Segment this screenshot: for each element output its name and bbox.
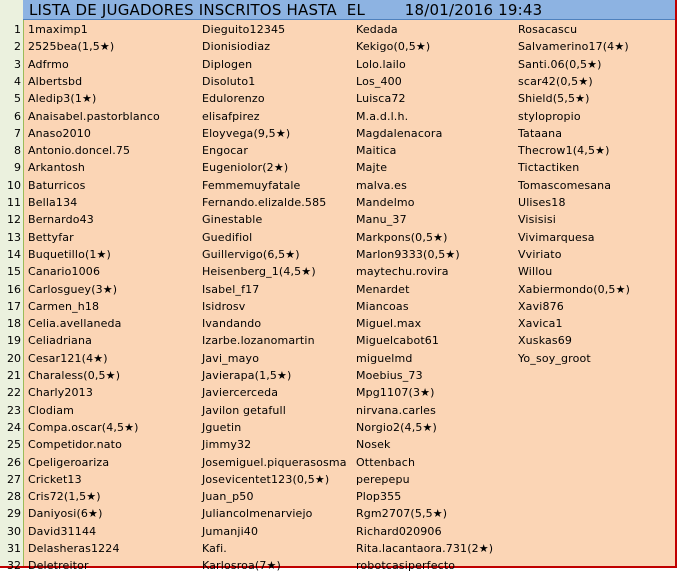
player-cell[interactable]: Rosacascu [518, 23, 578, 36]
player-cell[interactable]: Tictactiken [518, 161, 580, 175]
player-cell[interactable]: Miguelcabot61 [356, 334, 440, 348]
player-cell[interactable]: Engocar [202, 144, 248, 158]
row-number: 28 [7, 490, 21, 504]
player-cell[interactable]: Adfrmo [28, 57, 69, 71]
player-cell[interactable]: Tataana [518, 126, 563, 140]
player-cell[interactable]: Rita.lacantaora.731(2★) [356, 542, 494, 555]
player-cell[interactable]: maytechu.rovira [356, 265, 449, 279]
player-cell[interactable]: Charaless(0,5★) [28, 369, 121, 382]
row-number: 22 [7, 386, 21, 400]
row-number: 14 [7, 247, 21, 261]
player-cell[interactable]: Anaso2010 [28, 126, 92, 140]
player-cell[interactable]: Thecrow1(4,5★) [518, 144, 610, 158]
player-cell[interactable]: Rgm2707(5,5★) [356, 507, 448, 521]
player-cell[interactable]: miguelmd [356, 351, 413, 365]
player-cell[interactable]: Ulises18 [518, 196, 566, 209]
player-cell[interactable]: Edulorenzo [202, 92, 265, 106]
player-cell[interactable]: Competidor.nato [28, 438, 122, 452]
row-number: 9 [14, 161, 21, 175]
player-cell[interactable]: Lolo.lailo [356, 57, 406, 71]
row-number: 4 [14, 74, 21, 88]
player-cell[interactable]: Ginestable [202, 213, 263, 227]
row-number: 3 [14, 57, 21, 71]
player-cell[interactable]: Celiadriana [28, 334, 92, 348]
player-cell[interactable]: Maitica [356, 144, 397, 158]
row-number: 11 [7, 196, 21, 209]
player-cell[interactable]: Xavi876 [518, 299, 564, 313]
player-cell[interactable]: Antonio.doncel.75 [28, 144, 131, 158]
player-cell[interactable]: elisafpirez [202, 109, 260, 123]
player-cell[interactable]: robotcasiperfecto [356, 559, 456, 573]
player-cell[interactable]: nirvana.carles [356, 403, 436, 417]
title-text [29, 1, 542, 19]
player-cell[interactable]: Cris72(1,5★) [28, 490, 101, 504]
player-cell[interactable]: Luisca72 [356, 92, 406, 106]
player-cell[interactable]: 2525bea(1,5★) [28, 40, 115, 54]
player-cell[interactable]: Salvamerino17(4★) [518, 40, 629, 54]
player-cell[interactable]: Juliancolmenarviejo [202, 507, 313, 521]
player-cell[interactable]: Cricket13 [28, 472, 82, 486]
player-cell[interactable]: Majte [356, 161, 388, 175]
player-cell[interactable]: Visisisi [518, 213, 556, 227]
player-cell[interactable]: Jimmy32 [202, 438, 252, 452]
title-date: 18/01/2016 19:43 [404, 1, 543, 19]
player-cell[interactable]: Xavica1 [518, 317, 563, 331]
player-cell[interactable]: Dieguito12345 [202, 23, 286, 36]
row-number: 27 [7, 472, 21, 486]
player-cell[interactable]: Miancoas [356, 299, 409, 313]
player-cell[interactable]: Marlon9333(0,5★) [356, 247, 460, 261]
row-number: 8 [14, 144, 21, 158]
player-cell[interactable]: Juan_p50 [202, 490, 254, 504]
player-cell[interactable]: Ivandando [202, 317, 262, 331]
player-cell[interactable]: Cpeligeroariza [28, 455, 110, 469]
title-label: LISTA DE JUGADORES INSCRITOS HASTA EL [29, 1, 365, 19]
player-cell[interactable]: Deletreitor [28, 559, 89, 573]
player-cell[interactable]: Bernardo43 [28, 213, 94, 227]
player-cell[interactable]: Carlosguey(3★) [28, 282, 118, 296]
row-number: 2 [14, 40, 21, 54]
player-cell[interactable]: Javilon getafull [202, 403, 286, 417]
player-cell[interactable]: Kekigo(0,5★) [356, 40, 431, 54]
player-cell[interactable]: Vviriato [518, 247, 562, 261]
row-number: 20 [7, 351, 21, 365]
row-number: 7 [14, 126, 21, 140]
player-cell[interactable]: Izarbe.lozanomartin [202, 334, 315, 348]
row-number: 31 [7, 542, 21, 555]
player-cell[interactable]: Josevicentet123(0,5★) [202, 472, 330, 486]
player-cell[interactable]: Arkantosh [28, 161, 86, 175]
player-cell[interactable]: Karlosroa(7★) [202, 559, 281, 573]
player-cell[interactable]: Plop355 [356, 490, 402, 504]
row-number: 18 [7, 317, 21, 331]
title-bar [23, 0, 675, 20]
player-cell[interactable]: Miguel.max [356, 317, 422, 331]
player-cell[interactable]: M.a.d.l.h. [356, 109, 409, 123]
player-cell[interactable]: Carmen_h18 [28, 299, 100, 313]
player-cell[interactable]: malva.es [356, 178, 407, 192]
player-cell[interactable]: Vivimarquesa [518, 230, 595, 244]
player-cell[interactable]: Bella134 [28, 196, 78, 209]
player-cell[interactable]: Celia.avellaneda [28, 317, 122, 331]
player-cell[interactable]: Fernando.elizalde.585 [202, 196, 327, 209]
player-cell[interactable]: Eloyvega(9,5★) [202, 126, 291, 140]
player-cell[interactable]: Xuskas69 [518, 334, 573, 348]
player-cell[interactable]: perepepu [356, 472, 410, 486]
player-cell[interactable]: Bettyfar [28, 230, 74, 244]
row-number: 25 [7, 438, 21, 452]
player-cell[interactable]: Diplogen [202, 57, 253, 71]
player-cell[interactable]: Canario1006 [28, 265, 101, 279]
row-number: 12 [7, 213, 21, 227]
player-cell[interactable]: Delasheras1224 [28, 542, 120, 555]
row-number: 5 [14, 92, 21, 106]
player-cell[interactable]: Willou [518, 265, 553, 279]
row-number: 24 [7, 420, 21, 434]
player-cell[interactable]: Santi.06(0,5★) [518, 57, 602, 71]
player-cell[interactable]: scar42(0,5★) [518, 74, 593, 88]
row-number: 19 [7, 334, 21, 348]
row-number: 23 [7, 403, 21, 417]
player-cell[interactable]: Yo_soy_groot [518, 351, 591, 365]
row-number: 32 [7, 559, 21, 573]
row-number: 16 [7, 282, 21, 296]
player-cell[interactable]: Guedifiol [202, 230, 253, 244]
player-cell[interactable]: Eugeniolor(2★) [202, 161, 289, 175]
row-number: 17 [7, 299, 21, 313]
player-cell[interactable]: 1maximp1 [28, 23, 88, 36]
player-cell[interactable]: Norgio2(4,5★) [356, 420, 437, 434]
player-cell[interactable]: Shield(5,5★) [518, 92, 590, 106]
player-cell[interactable]: Buquetillo(1★) [28, 247, 111, 261]
player-cell[interactable]: Javiercerceda [202, 386, 279, 400]
player-cell[interactable]: Los_400 [356, 74, 402, 88]
player-cell[interactable]: Mpg1107(3★) [356, 386, 435, 400]
player-cell[interactable]: Isidrosv [202, 299, 246, 313]
player-cell[interactable]: Albertsbd [28, 74, 83, 88]
player-cell[interactable]: Moebius_73 [356, 369, 423, 382]
row-number: 29 [7, 507, 21, 521]
player-cell[interactable]: Kafi. [202, 542, 227, 555]
player-cell[interactable]: Dionisiodiaz [202, 40, 271, 54]
player-cell[interactable]: Tomascomesana [518, 178, 612, 192]
player-cell[interactable]: Anaisabel.pastorblanco [28, 109, 160, 123]
player-cell[interactable]: Josemiguel.piquerasosma [202, 455, 347, 469]
player-cell[interactable]: stylopropio [518, 109, 581, 123]
player-cell[interactable]: Disoluto1 [202, 74, 256, 88]
row-number: 13 [7, 230, 21, 244]
row-number: 21 [7, 369, 21, 382]
player-cell[interactable]: Jguetin [202, 420, 242, 434]
player-cell[interactable]: Mandelmo [356, 196, 415, 209]
player-cell[interactable]: Richard020906 [356, 524, 442, 538]
player-cell[interactable]: Nosek [356, 438, 391, 452]
player-cell[interactable]: Guillervigo(6,5★) [202, 247, 300, 261]
player-cell[interactable]: Magdalenacora [356, 126, 443, 140]
row-number: 10 [7, 178, 21, 192]
player-cell[interactable]: Markpons(0,5★) [356, 230, 448, 244]
row-number: 15 [7, 265, 21, 279]
player-cell[interactable]: Femmemuyfatale [202, 178, 301, 192]
row-number: 26 [7, 455, 21, 469]
player-cell[interactable]: Javi_mayo [202, 351, 260, 365]
row-number: 6 [14, 109, 21, 123]
player-cell[interactable]: Compa.oscar(4,5★) [28, 420, 139, 434]
player-cell[interactable]: Manu_37 [356, 213, 407, 227]
player-cell[interactable]: Menardet [356, 282, 410, 296]
row-number: 30 [7, 524, 21, 538]
row-number: 1 [14, 23, 21, 36]
player-cell[interactable]: Xabiermondo(0,5★) [518, 282, 631, 296]
player-cell[interactable]: Aledip3(1★) [28, 92, 97, 106]
player-cell[interactable]: Javierapa(1,5★) [202, 369, 292, 382]
player-cell[interactable]: Heisenberg_1(4,5★) [202, 265, 316, 279]
player-cell[interactable]: Kedada [356, 23, 398, 36]
player-cell[interactable]: Isabel_f17 [202, 282, 260, 296]
player-cell[interactable]: David31144 [28, 524, 97, 538]
player-cell[interactable]: Daniyosi(6★) [28, 507, 103, 521]
player-cell[interactable]: Baturricos [28, 178, 86, 192]
player-cell[interactable]: Clodiam [28, 403, 75, 417]
player-cell[interactable]: Charly2013 [28, 386, 93, 400]
player-cell[interactable]: Jumanji40 [202, 524, 259, 538]
player-cell[interactable]: Ottenbach [356, 455, 416, 469]
player-cell[interactable]: Cesar121(4★) [28, 351, 108, 365]
